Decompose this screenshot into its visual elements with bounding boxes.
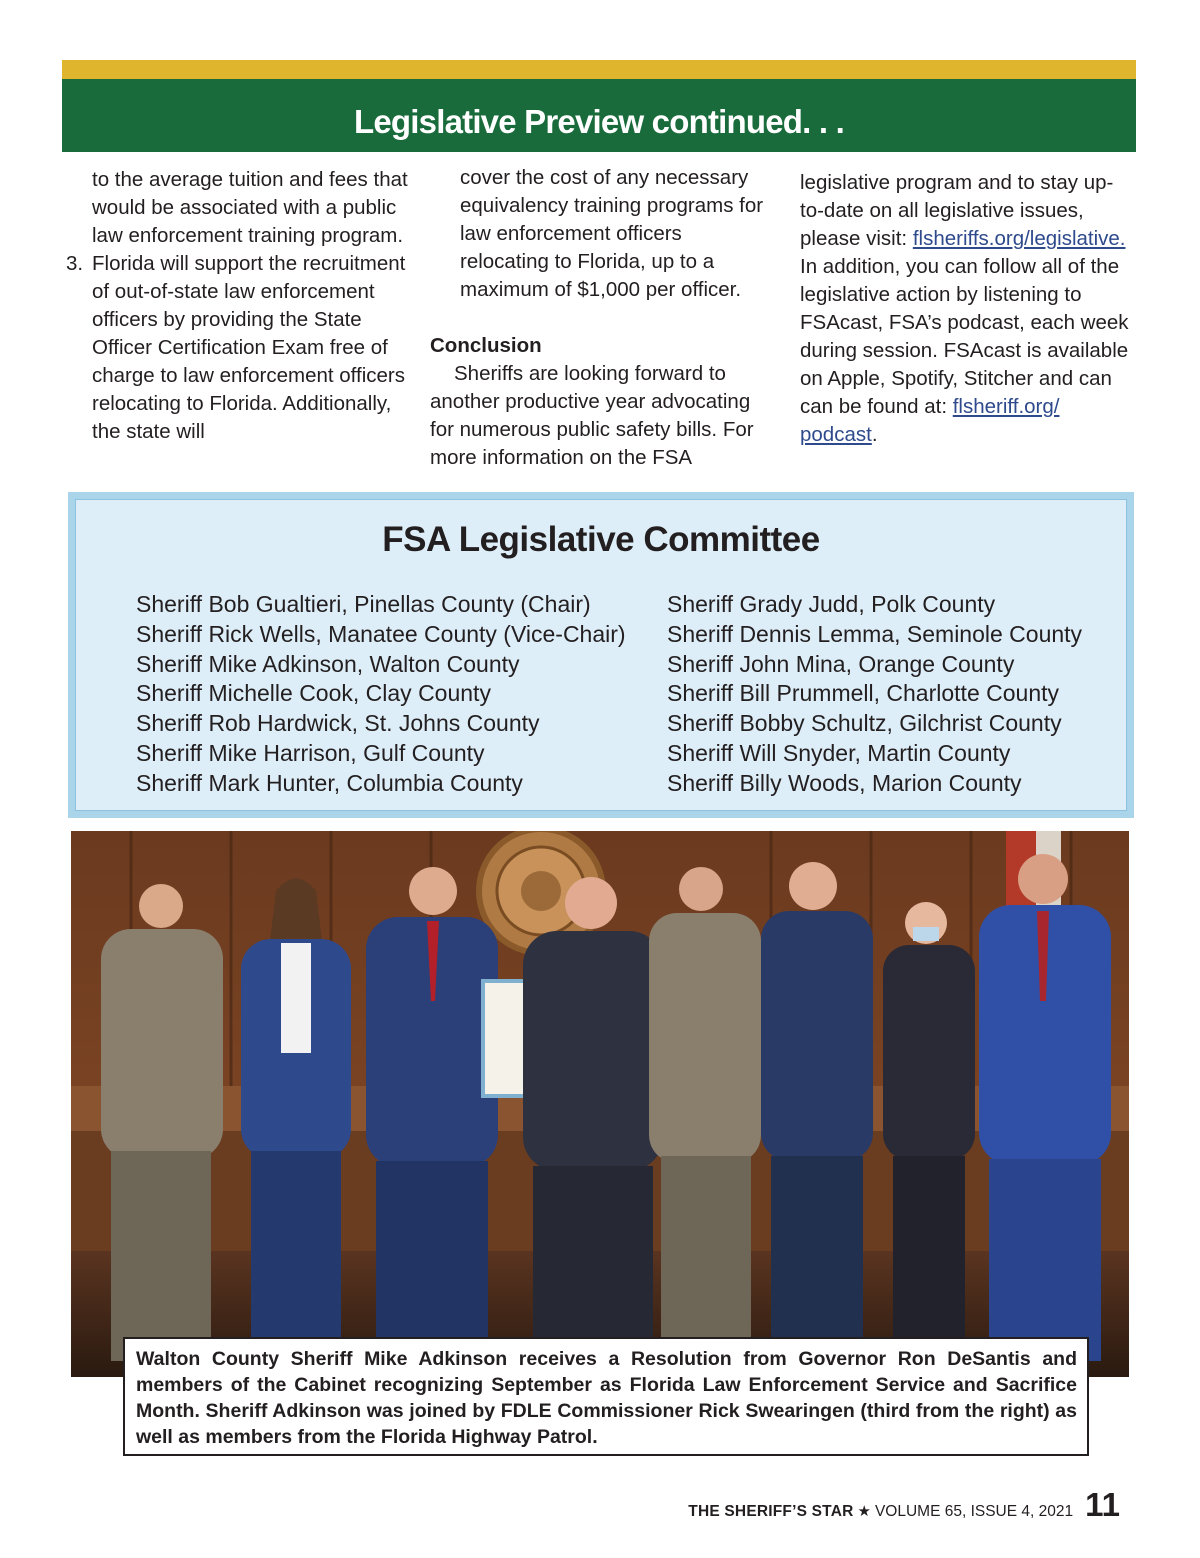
- committee-member: Sheriff Bob Gualtieri, Pinellas County (Chair): [136, 591, 591, 617]
- publication-name: THE SHERIFF’S STAR: [688, 1503, 854, 1520]
- page-footer: [688, 1486, 1120, 1524]
- paragraph-text: legislative program and to stay up-to-date on all legislative issues, please visit:: [800, 171, 1114, 250]
- committee-title: FSA Legislative Committee: [382, 520, 820, 559]
- column-3-paragraph: [800, 169, 1135, 449]
- committee-member: Sheriff Mike Harrison, Gulf County: [136, 739, 485, 766]
- conclusion-heading: Conclusion: [430, 334, 542, 357]
- group-photo: [71, 831, 1129, 1377]
- page-number: 11: [1085, 1486, 1120, 1523]
- committee-inner-panel: [75, 499, 1127, 811]
- article-column-3: [800, 169, 1135, 449]
- star-icon: ★: [857, 1503, 871, 1520]
- committee-member: Sheriff Mike Adkinson, Walton County: [136, 650, 520, 677]
- committee-member: Sheriff Rick Wells, Manatee County (Vice-Chair): [136, 620, 626, 647]
- committee-member: Sheriff Grady Judd, Polk County: [667, 591, 996, 617]
- committee-member: Sheriff Dennis Lemma, Seminole County: [667, 620, 1083, 647]
- article-column-2: [430, 164, 770, 472]
- list-number: 3.: [66, 252, 84, 275]
- committee-member: Sheriff John Mina, Orange County: [667, 650, 1015, 677]
- continued-text: cover the cost of any necessary equivalency training programs for law enforcement officers relocating to Florida, up to a maximum of $1,000 per officer.: [460, 166, 764, 301]
- volume-issue: VOLUME 65, ISSUE 4, 2021: [874, 1503, 1074, 1520]
- banner-title: Legislative Preview continued. . .: [354, 103, 844, 140]
- committee-list-left: [136, 590, 626, 799]
- committee-box: [68, 492, 1134, 818]
- committee-member: Sheriff Michelle Cook, Clay County: [136, 680, 491, 707]
- photo-caption-box: [123, 1337, 1089, 1456]
- committee-member: Sheriff Rob Hardwick, St. Johns County: [136, 710, 540, 737]
- article-column-1: [62, 166, 412, 446]
- list-item-text: Florida will support the recruitment of out-of-state law enforcement officers by providing the State Officer Certification Exam free of charge to law enforcement officers relocating to Florida. Additionally, the state will: [92, 252, 406, 443]
- committee-member: Sheriff Bobby Schultz, Gilchrist County: [667, 710, 1062, 737]
- committee-member: Sheriff Bill Prummell, Charlotte County: [667, 680, 1059, 707]
- paragraph-text: .: [871, 423, 878, 446]
- continued-text: to the average tuition and fees that would be associated with a public law enforcement training program.: [92, 168, 408, 247]
- committee-list-right: [667, 590, 1082, 799]
- conclusion-paragraph: Sheriffs are looking forward to another productive year advocating for numerous public safety bills. For more information on the FSA: [430, 362, 754, 469]
- committee-member: Sheriff Billy Woods, Marion County: [667, 769, 1022, 796]
- photo-caption: Walton County Sheriff Mike Adkinson receives a Resolution from Governor Ron DeSantis and members of the Cabinet recognizing September as Florida Law Enforcement Service and Sacrifice Month. Sheriff Adkinson was joined by FDLE Commissioner Rick Swearingen (third from the right) as well as members from the Florida Highway Patrol.: [136, 1348, 1077, 1448]
- committee-member: Sheriff Will Snyder, Martin County: [667, 739, 1011, 766]
- paragraph-text: In addition, you can follow all of the legislative action by listening to FSAcast, FSA’s podcast, each week during session. FSAcast is available on Apple, Spotify, Stitcher and can can be found at:: [800, 255, 1129, 418]
- section-banner: [62, 79, 1136, 152]
- group-photo-illustration: [71, 831, 1129, 1377]
- list-item-3: [62, 250, 412, 446]
- gold-accent-bar: [62, 60, 1136, 79]
- committee-member: Sheriff Mark Hunter, Columbia County: [136, 769, 523, 796]
- legislative-link[interactable]: flsheriffs.org/legislative.: [912, 227, 1126, 250]
- podcast-link[interactable]: flsheriff.org/ podcast: [800, 395, 1060, 446]
